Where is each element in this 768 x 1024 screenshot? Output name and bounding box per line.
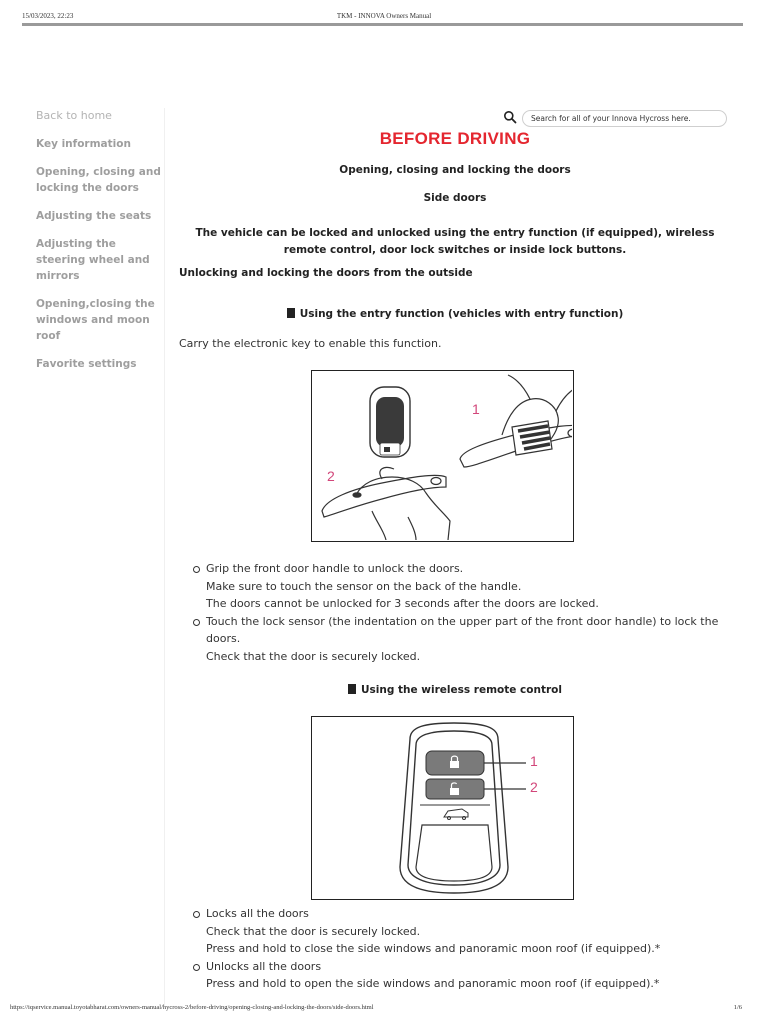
entry-function-heading-text: Using the entry function (vehicles with entry function)	[299, 308, 624, 320]
callout-label-1: 1	[530, 753, 538, 769]
page-title: BEFORE DRIVING	[379, 129, 531, 148]
header-rule	[22, 23, 743, 26]
print-url: https://iqservice.manual.toyotabharat.com/owners-manual/hycross-2/before-driving/opening-closing-and-locking-the-doors/side-doors.html	[10, 1004, 374, 1011]
search-icon[interactable]	[503, 110, 517, 124]
list-item: Unlocks all the doors Press and hold to open the side windows and panoramic moon roof (if equipped).*	[193, 958, 738, 993]
intro-paragraph: The vehicle can be locked and unlocked using the entry function (if equipped), wireless remote control, door lock switches or inside lock buttons.	[195, 227, 715, 256]
sidebar-item-key-information[interactable]: Key information	[36, 138, 131, 150]
callout-label-1: 1	[472, 401, 480, 417]
sidebar-item-windows-moon-roof[interactable]: Opening,closing the windows and moon roof	[36, 298, 155, 342]
callout-label-2: 2	[530, 779, 538, 795]
search-input[interactable]	[522, 110, 727, 127]
print-doc-title: TKM - INNOVA Owners Manual	[336, 12, 432, 20]
callout-label-2: 2	[327, 468, 335, 484]
sidebar-item-adjusting-steering-mirrors[interactable]: Adjusting the steering wheel and mirrors	[36, 238, 150, 282]
sidebar-item-favorite-settings[interactable]: Favorite settings	[36, 358, 137, 370]
front-door-handle-lock	[322, 467, 450, 540]
entry-function-illustration	[311, 370, 574, 542]
sidebar-nav	[36, 108, 166, 384]
heading-marker-icon	[348, 684, 356, 694]
list-item: Touch the lock sensor (the indentation on the upper part of the front door handle) to lock the doors. Check that the door is securely locked.	[193, 613, 738, 666]
sidebar-divider	[164, 108, 165, 1008]
wireless-remote-heading	[180, 684, 730, 696]
wireless-remote-illustration	[311, 716, 574, 900]
entry-function-heading	[180, 308, 730, 320]
list-item: Grip the front door handle to unlock the doors. Make sure to touch the sensor on the back of the handle. The doors cannot be unlocked for 3 seconds after the doors are locked.	[193, 560, 738, 613]
print-datetime: 15/03/2023, 22:23	[22, 12, 74, 20]
section-subheading: Side doors	[423, 192, 487, 204]
print-header	[0, 0, 768, 26]
print-page-number: 1/6	[733, 1004, 742, 1011]
front-door-handle-unlock	[460, 375, 572, 467]
door-handle-illustration	[312, 371, 572, 540]
entry-function-list	[193, 560, 738, 665]
wireless-remote-heading-text: Using the wireless remote control	[361, 684, 562, 696]
section-heading: Opening, closing and locking the doors	[339, 164, 571, 176]
list-item: Locks all the doors Check that the door is securely locked. Press and hold to close the side windows and panoramic moon roof (if equipped).*	[193, 905, 738, 958]
smart-key-icon	[370, 387, 410, 457]
wireless-remote-list	[193, 905, 738, 993]
sidebar-item-opening-closing-locking-doors[interactable]: Opening, closing and locking the doors	[36, 166, 161, 194]
heading-marker-icon	[287, 308, 295, 318]
remote-key-illustration	[312, 717, 572, 898]
back-to-home-link[interactable]: Back to home	[36, 109, 112, 122]
sidebar-item-adjusting-seats[interactable]: Adjusting the seats	[36, 210, 152, 222]
entry-function-text: Carry the electronic key to enable this function.	[179, 337, 442, 350]
unlock-heading: Unlocking and locking the doors from the outside	[179, 267, 473, 279]
